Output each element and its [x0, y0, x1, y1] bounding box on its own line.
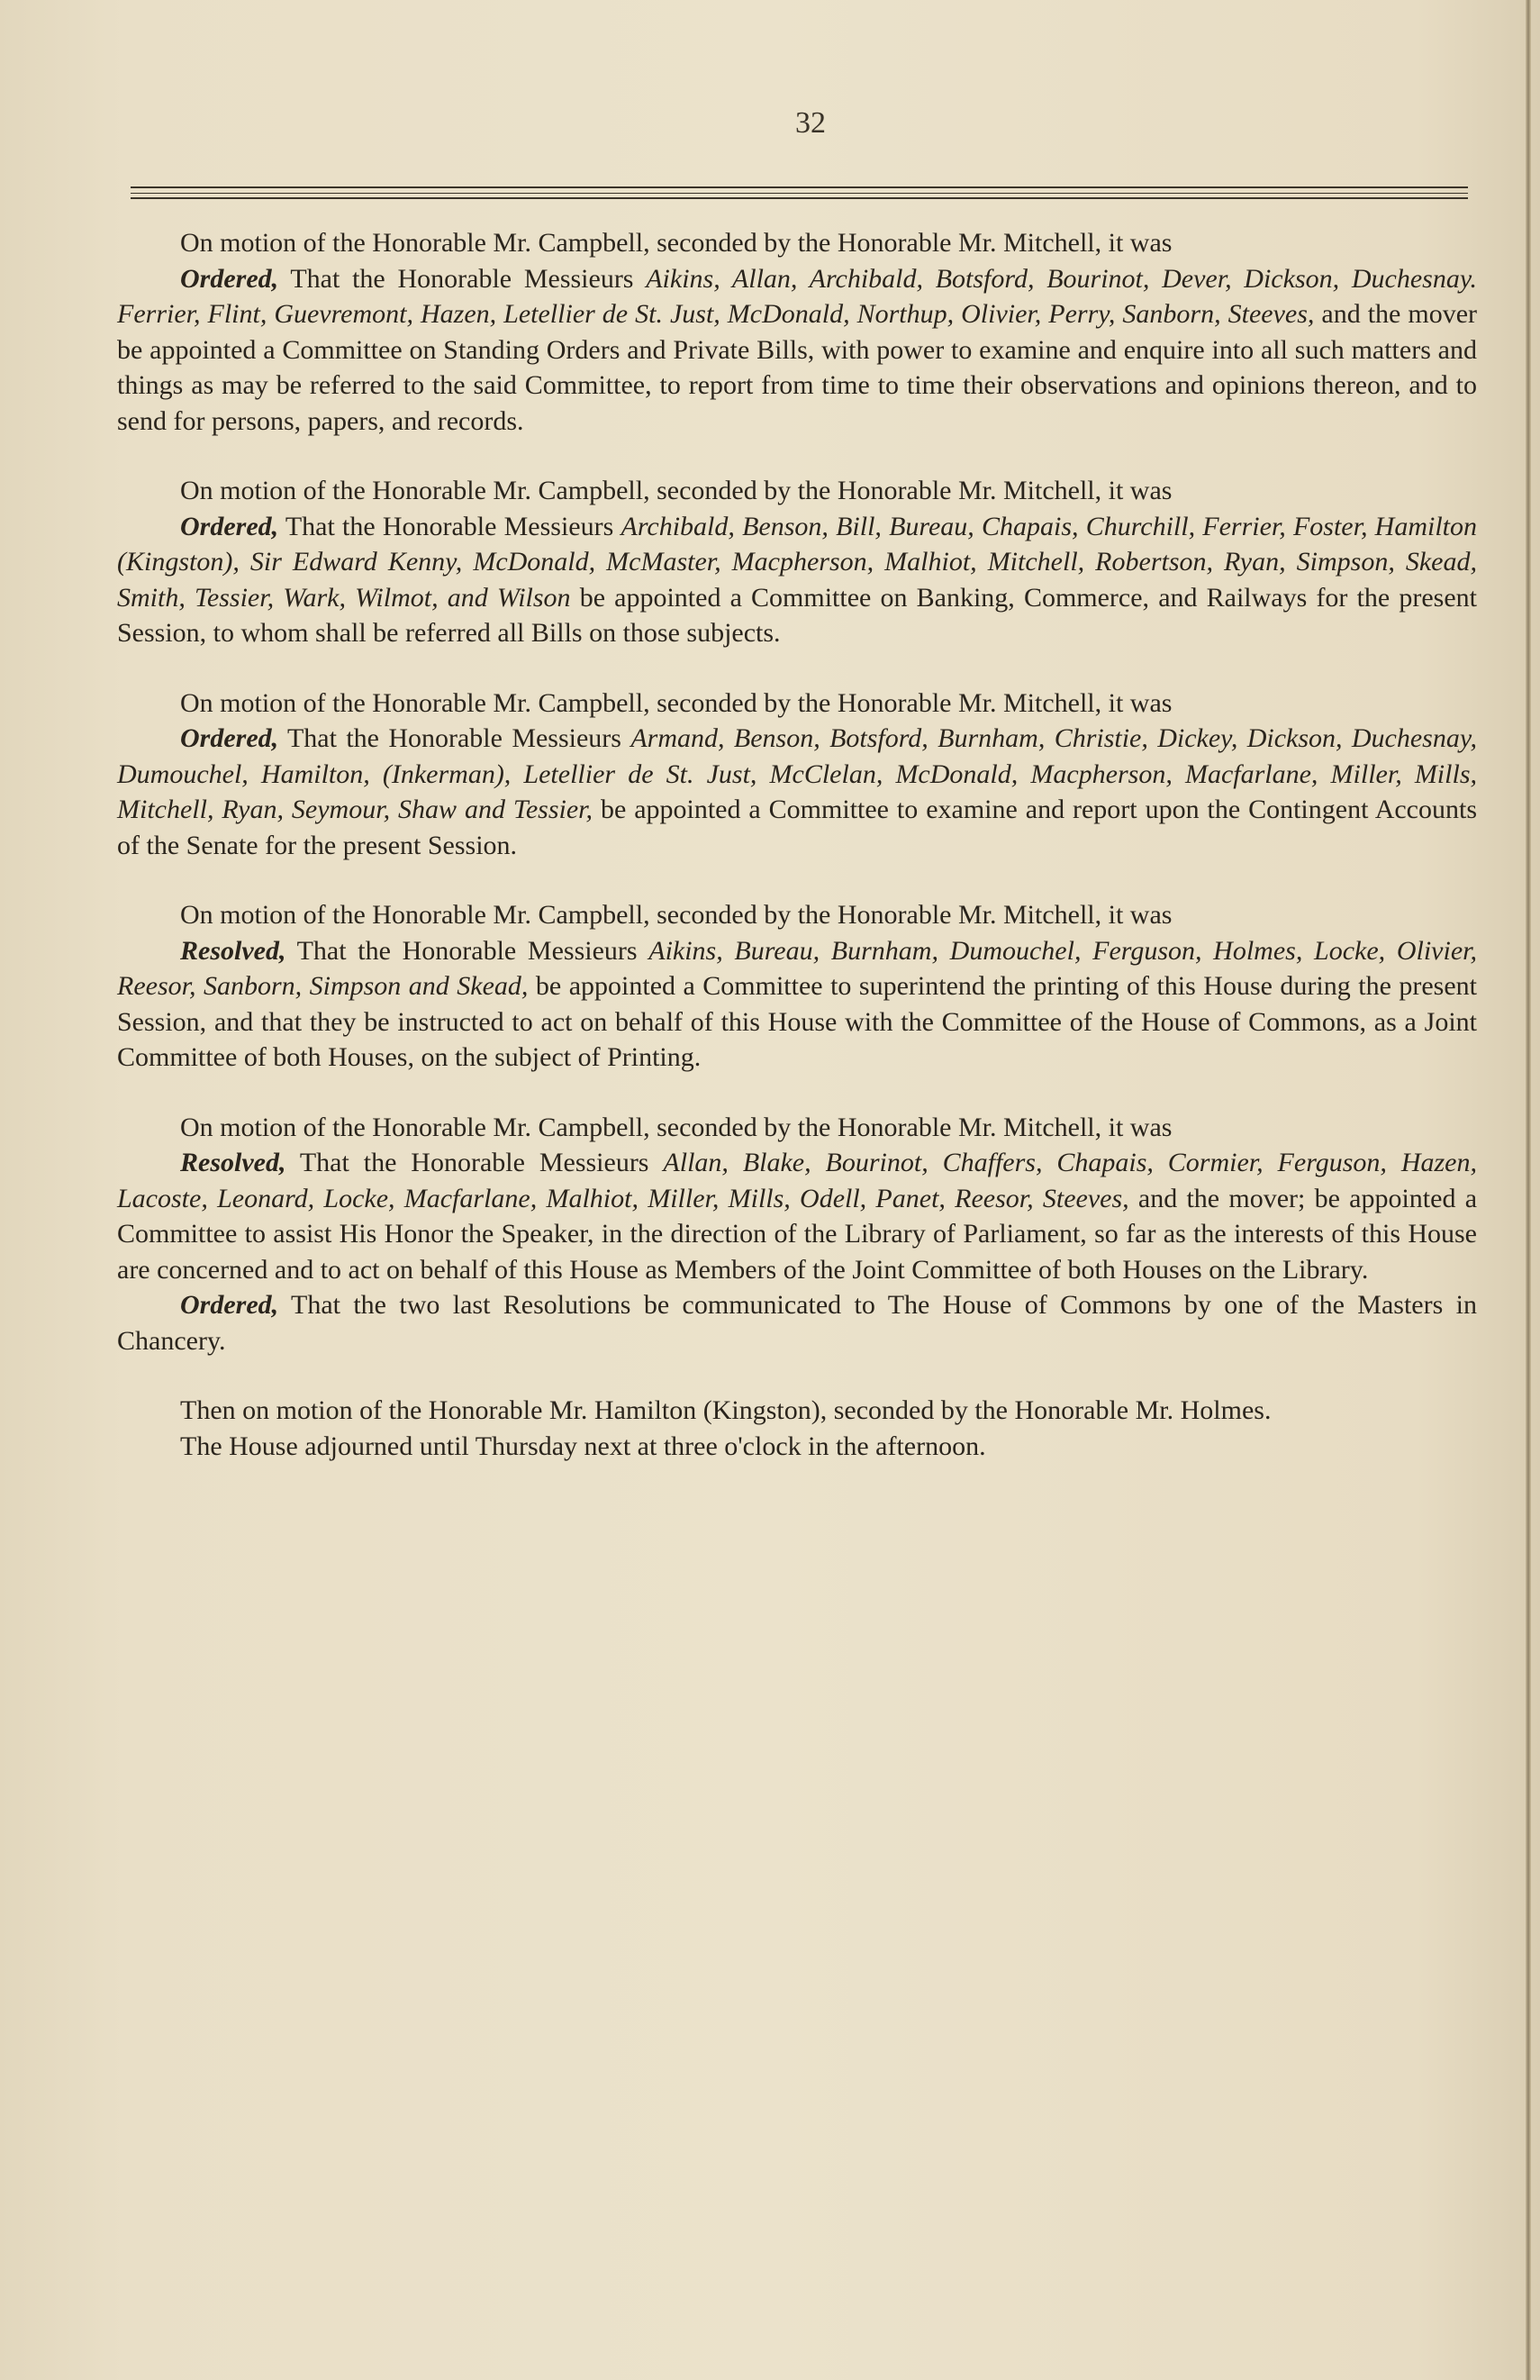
entry-standing-orders [117, 225, 1477, 439]
order-paragraph [117, 1287, 1477, 1358]
order-paragraph [117, 261, 1477, 440]
header-rule [131, 197, 1468, 199]
order-pre: That the Honorable Messieurs [290, 263, 634, 294]
member-names: Armand, Benson, Botsford, Burnham, Christie, Dickey, Dickson, Duchesnay, Dumouchel, Hamilton, (Inkerman), Letellier de St. Just, McClelan, McDonald, Macpherson, Macfarlane, Miller, Mills, Mitchell, Ryan, Seymour, Shaw and Tessier, [117, 723, 1478, 824]
order-post: be appointed a Committee to examine and report upon the Contingent Accounts of the Senate for the present Session. [117, 795, 1478, 860]
adjournment-entry [117, 1393, 1477, 1464]
motion-text: On motion of the Honorable Mr. Campbell, seconded by the Honorable Mr. Mitchell, it was [180, 476, 1173, 505]
resolution-paragraph [117, 1145, 1477, 1287]
adjournment-text: The House adjourned until Thursday next at three o'clock in the afternoon. [180, 1431, 986, 1461]
resolution-paragraph [117, 933, 1477, 1076]
resolution-post: be appointed a Committee to superintend the printing of this House during the present Session, and that they be instructed to act on behalf of this House with the Committee of the House of Commons, as a Joint Committee of both Houses, on the subject of Printing. [117, 971, 1478, 1072]
entry-library-committee [117, 1110, 1477, 1359]
order-lead: Ordered, [180, 511, 279, 541]
order-post: and the mover be appointed a Committee on Standing Orders and Private Bills, with power to examine and enquire into all such matters and things as may be referred to the said Committee, to report from time to time their observations and opinions thereon, and to send for persons, papers, and records. [117, 299, 1478, 436]
header-rule [131, 186, 1468, 188]
resolution-lead: Resolved, [180, 1148, 286, 1177]
order-post: be appointed a Committee on Banking, Commerce, and Railways for the present Session, to whom shall be referred all Bills on those subjects. [117, 582, 1477, 648]
resolution-lead: Resolved, [180, 935, 286, 966]
member-names: Archibald, Benson, Bill, Bureau, Chapais, Churchill, Ferrier, Foster, Hamilton (Kingston), Sir Edward Kenny, McDonald, McMaster, Macpherson, Malhiot, Mitchell, Robertson, Ryan, Simpson, Skead, Smith, Tessier, Wark, Wilmot, and Wilson [117, 511, 1477, 613]
motion-text: On motion of the Honorable Mr. Campbell, seconded by the Honorable Mr. Mitchell, it was [180, 228, 1173, 258]
page-number: 32 [795, 106, 826, 140]
header-rule [131, 193, 1468, 194]
order-paragraph [117, 721, 1477, 863]
member-names: Aikins, Bureau, Burnham, Dumouchel, Ferguson, Holmes, Locke, Olivier, Reesor, Sanborn, Simpson and Skead, [117, 935, 1477, 1001]
resolution-pre: That the Honorable Messieurs [296, 935, 638, 966]
entry-banking-committee [117, 473, 1477, 651]
motion-text: On motion of the Honorable Mr. Campbell, seconded by the Honorable Mr. Mitchell, it was [180, 900, 1173, 930]
order-pre: That the Honorable Messieurs [285, 511, 614, 541]
entry-contingent-accounts [117, 686, 1477, 864]
order-lead: Ordered, [180, 1290, 279, 1320]
member-names: Aikins, Allan, Archibald, Botsford, Bourinot, Dever, Dickson, Duchesnay. Ferrier, Flint, Guevremont, Hazen, Letellier de St. Just, McDonald, Northup, Olivier, Perry, Sanborn, Steeves, [117, 263, 1477, 329]
order-text: That the two last Resolutions be communicated to The House of Commons by one of the Masters in Chancery. [117, 1290, 1477, 1356]
member-names: Allan, Blake, Bourinot, Chaffers, Chapais, Cormier, Ferguson, Hazen, Lacoste, Leonard, Locke, Macfarlane, Malhiot, Miller, Mills, Odell, Panet, Reesor, Steeves, [117, 1148, 1477, 1213]
motion-text: On motion of the Honorable Mr. Campbell, seconded by the Honorable Mr. Mitchell, it was [180, 1112, 1173, 1142]
binding-edge [1526, 0, 1531, 2380]
order-lead: Ordered, [180, 723, 279, 753]
resolution-pre: That the Honorable Messieurs [299, 1148, 649, 1177]
motion-text: On motion of the Honorable Mr. Campbell, seconded by the Honorable Mr. Mitchell, it was [180, 687, 1173, 718]
order-paragraph [117, 509, 1477, 651]
entry-printing-committee [117, 897, 1477, 1076]
minutes-body [117, 225, 1477, 1498]
closing-motion: Then on motion of the Honorable Mr. Hamilton (Kingston), seconded by the Honorable Mr. Holmes. [180, 1395, 1272, 1425]
order-pre: That the Honorable Messieurs [286, 723, 621, 753]
resolution-post: and the mover; be appointed a Committee to assist His Honor the Speaker, in the direction of the Library of Parliament, so far as the interests of this House are concerned and to act on behalf of this House as Members of the Joint Committee of both Houses on the Library. [117, 1183, 1478, 1285]
order-lead: Ordered, [180, 263, 279, 294]
